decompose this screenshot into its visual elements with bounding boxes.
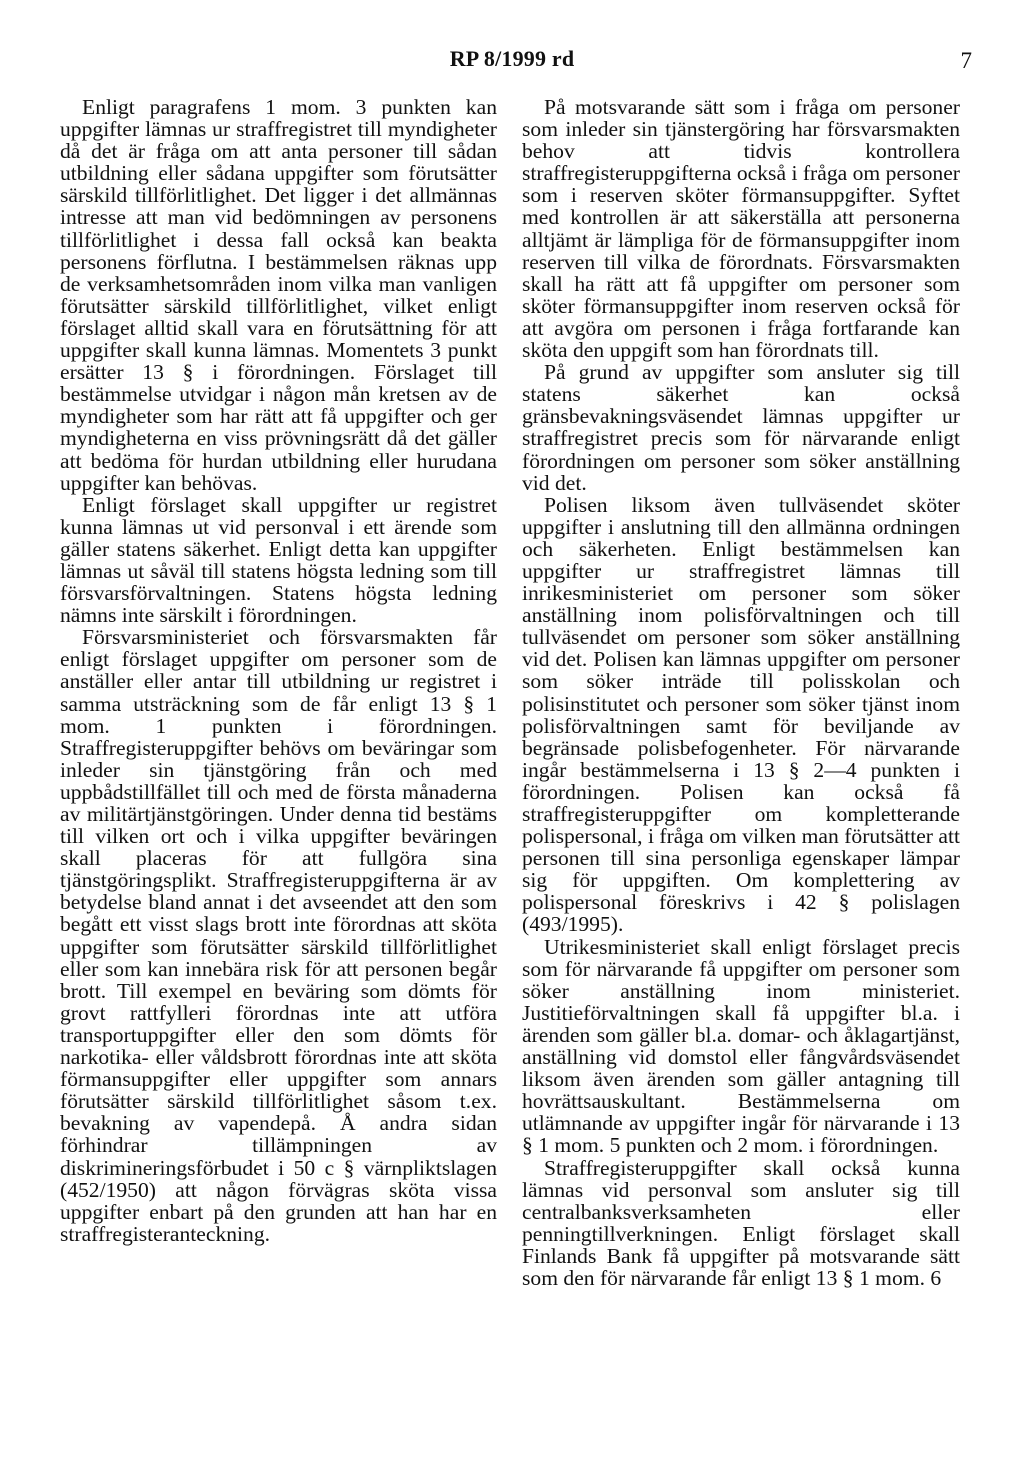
right-column	[522, 96, 960, 1289]
paragraph: Polisen liksom även tullväsendet sköter uppgifter i anslutning till den allmänna ordningen och säkerheten. Enligt bestämmelsen kan uppgifter ur straffregistret lämnas till inrikesministeriet om personer som söker anställning inom polisförvaltningen och till tullväsendet om personer som söker anställning vid det. Polisen kan lämnas uppgifter om personer som söker inträde till polisskolan och polisinstitutet och personer som söker tjänst inom polisförvaltningen samt för beviljande av begränsade polisbefogenheter. För närvarande ingår bestämmelserna i 13 § 2—4 punkten i förordningen. Polisen kan också få straffregisteruppgifter om kompletterande polispersonal, i fråga om vilken man förutsätter att personen till sina personliga egenskaper lämpar sig för uppgiften. Om komplettering av polispersonal föreskrivs i 42 § polislagen (493/1995).	[522, 492, 960, 937]
paragraph: Enligt paragrafens 1 mom. 3 punkten kan uppgifter lämnas ur straffregistret till myndigheter då det är fråga om att anta personer till sådan utbildning eller sådana uppgifter som förutsätter särskild tillförlitlighet. Det ligger i det allmännas intresse att man vid bedömningen av personens tillförlitlighet i dessa fall också kan beakta personens förflutna. I bestämmelsen räknas upp de verksamhetsområden inom vilka man vanligen förutsätter särskild tillförlitlighet, vilket enligt förslaget alltid skall vara en förutsättning för att uppgifter skall kunna lämnas. Momentets 3 punkt ersätter 13 § i förordningen. Förslaget till bestämmelse utvidgar i någon mån kretsen av de myndigheter som har rätt att få uppgifter och ger myndigheterna en viss prövningsrätt då det gäller att bedöma för hurdan utbildning eller hurudana uppgifter kan behövas.	[60, 95, 497, 495]
paragraph: Utrikesministeriet skall enligt förslaget precis som för närvarande få uppgifter om personer som söker anställning inom ministeriet. Justitieförvaltningen skall få uppgifter bl.a. i ärenden som gäller bl.a. domar- och åklagartjänst, anställning vid domstol eller fångvårdsväsendet liksom även ärenden som gäller antagning till hovrättsauskultant. Bestämmelserna om utlämnande av uppgifter ingår för närvarande i 13 § 1 mom. 5 punkten och 2 mom. i förordningen.	[522, 934, 960, 1158]
paragraph: Enligt förslaget skall uppgifter ur registret kunna lämnas ut vid personval i ett ärende som gäller statens säkerhet. Enligt detta kan uppgifter lämnas ut såväl till statens högsta ledning som till försvarsförvaltningen. Statens högsta ledning nämns inte särskilt i förordningen.	[60, 492, 497, 628]
paragraph: På motsvarande sätt som i fråga om personer som inleder sin tjänstergöring har försvarsmakten behov att tidvis kontrollera straffregisteruppgifterna också i fråga om personer som i reserven sköter förmansuppgifter. Syftet med kontrollen är att säkerställa att personerna alltjämt är lämpliga för de förmansuppgifter inom reserven till vilka de förordnats. Försvarsmakten skall ha rätt att få uppgifter om personer som sköter förmansuppgifter inom reserven också för att avgöra om personen i fråga fortfarande kan sköta den uppgift som han förordnats till.	[522, 95, 960, 363]
left-column	[60, 96, 497, 1245]
paragraph: På grund av uppgifter som ansluter sig till statens säkerhet kan också gränsbevakningsväsendet lämnas uppgifter ur straffregistret precis som för närvarande enligt förordningen om personer som söker anställning vid det.	[522, 360, 960, 495]
page-header	[0, 46, 1024, 76]
paragraph: Straffregisteruppgifter skall också kunna lämnas vid personval som ansluter sig till centralbanksverksamheten eller penningtillverkningen. Enligt förslaget skall Finlands Bank få uppgifter på motsvarande sätt som den för närvarande får enligt 13 § 1 mom. 6	[522, 1155, 960, 1290]
paragraph: Försvarsministeriet och försvarsmakten får enligt förslaget uppgifter om personer som de anställer eller antar till utbildning ur registret i samma utsträckning som de får enligt 13 § 1 mom. 1 punkten i förordningen. Straffregisteruppgifter behövs om beväringar som inleder sin tjänstgöring från och med uppbådstillfället till och med de första månaderna av militärtjänstgöringen. Under denna tid bestäms till vilken ort och i vilka uppgifter beväringen skall placeras för att fullgöra sina tjänstgöringsplikt. Straffregisteruppgifterna är av betydelse bland annat i det avseendet att den som begått ett visst slags brott inte förordnas att sköta uppgifter som förutsätter särskild tillförlitlighet eller som kan innebära risk för att personen begår brott. Till exempel en beväring som dömts för grovt rattfylleri förordnas inte att utföra transportuppgifter eller den som dömts för narkotika- eller våldsbrott förordnas inte att sköta förmansuppgifter eller uppgifter som annars förutsätter särskild tillförlitlighet såsom t.ex. bevakning av vapendepå. Å andra sidan förhindrar tillämpningen av diskrimineringsförbudet i 50 c § värnpliktslagen (452/1950) att någon förvägras sköta vissa uppgifter enbart på den grunden att han har en straffregisteranteckning.	[60, 625, 497, 1246]
page-number: 7	[960, 48, 972, 73]
running-header-title: RP 8/1999 rd	[449, 46, 575, 71]
